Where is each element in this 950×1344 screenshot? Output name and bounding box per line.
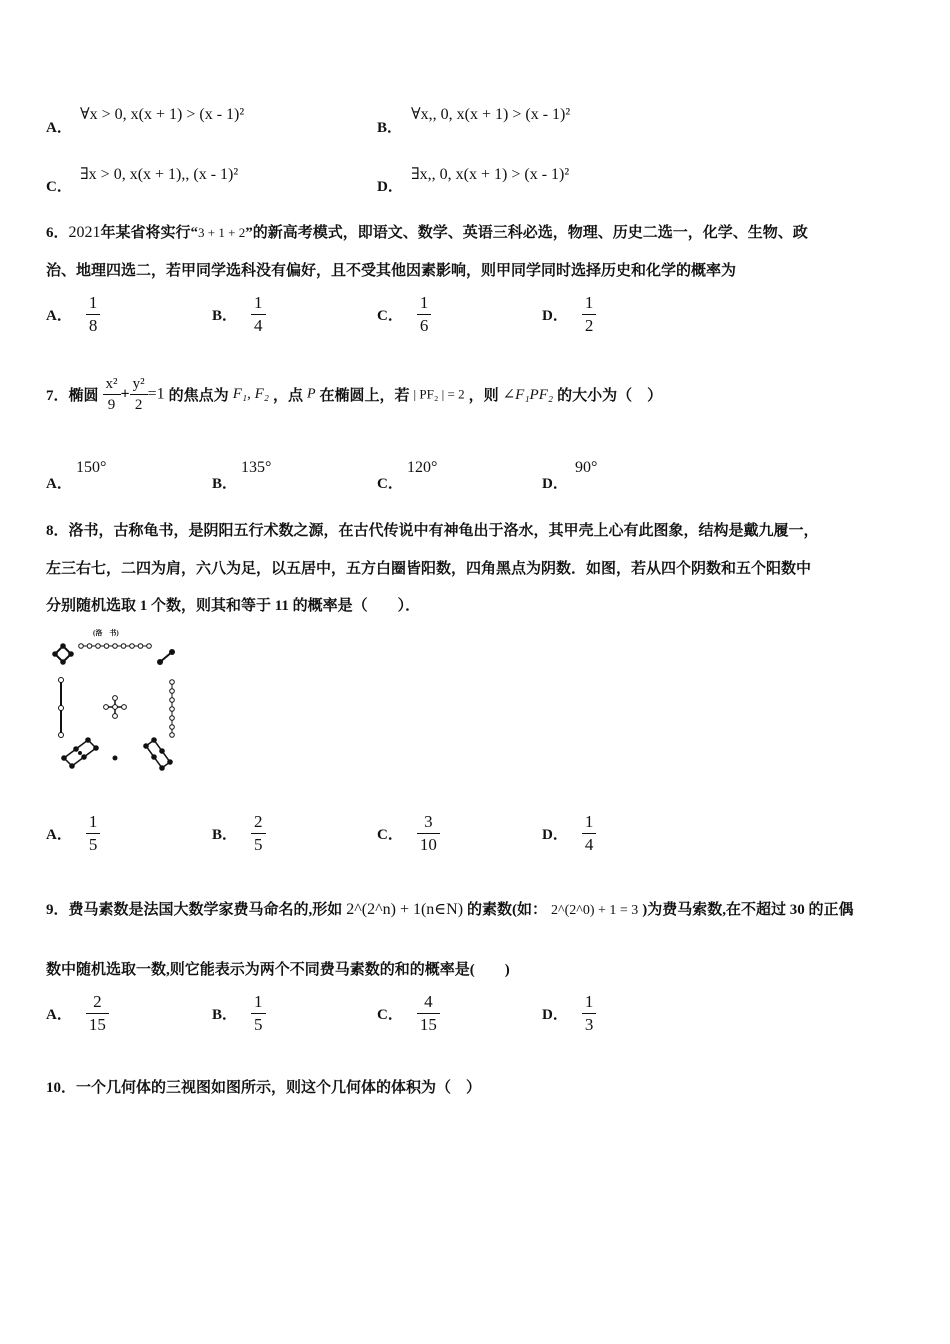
q8-option-a: A． $\frac{1}{5}$	[46, 811, 100, 856]
q7-option-a-value: 150°	[76, 459, 107, 476]
q7-option-d-value: 90°	[575, 459, 598, 476]
q5-option-a-expr: ∀x > 0, x(x + 1) > (x - 1)²	[80, 106, 245, 123]
q8-option-c: C． $\frac{3}{10}$	[377, 811, 440, 856]
q6-option-d: D． $\frac{1}{2}$	[542, 292, 596, 337]
q7-stem: 7．椭圆 $\frac{\text{x²}}{9}$ + $\frac{\text{y²}}{2}$ =1 的焦点为 F₁, F₂ ，点 P 在椭圆上，若 | PF₂ | = 2 ，则 ∠F₁PF₂ 的大小为（ ）	[46, 376, 663, 413]
q6-line1: 6．2021年某省将实行“3 + 1 + 2”的新高考模式，即语文、数学、英语三科必选，物理、历史二选一，化学、生物、政	[46, 224, 808, 241]
q7-option-a-label: A．	[46, 476, 72, 492]
q7-option-c-value: 120°	[407, 459, 438, 476]
q9-option-c: C． $\frac{4}{15}$	[377, 991, 440, 1036]
q5-option-c-label: C．	[46, 179, 72, 195]
q9-option-d: D． $\frac{1}{3}$	[542, 991, 596, 1036]
q5-option-d-expr: ∃x,, 0, x(x + 1) > (x - 1)²	[411, 166, 570, 183]
q5-option-b-expr: ∀x,, 0, x(x + 1) > (x - 1)²	[411, 106, 571, 123]
q6-option-a: A． $\frac{1}{8}$	[46, 292, 100, 337]
luoshu-drawing	[50, 628, 180, 776]
luoshu-caption: (洛 书)	[93, 629, 119, 637]
q9-line2: 数中随机选取一数,则它能表示为两个不同费马素数的和的概率是( )	[46, 962, 510, 978]
q9-option-b: B． $\frac{1}{5}$	[212, 991, 266, 1036]
q5-option-c-expr: ∃x > 0, x(x + 1),, (x - 1)²	[80, 166, 239, 183]
q5-option-d-label: D．	[377, 179, 403, 195]
q7-option-c-label: C．	[377, 476, 403, 492]
q7-option-d-label: D．	[542, 476, 568, 492]
q8-option-b: B． $\frac{2}{5}$	[212, 811, 266, 856]
q8-line2: 左三右七，二四为肩，六八为足，以五居中，五方白圈皆阳数，四角黑点为阴数．如图，若从四个阴数和五个阳数中	[46, 561, 812, 577]
q8-line1: 8．洛书，古称龟书，是阴阳五行术数之源，在古代传说中有神龟出于洛水，其甲壳上心有此图象，结构是戴九履一，	[46, 523, 819, 539]
luoshu-figure	[50, 628, 180, 776]
q5-option-a-label: A．	[46, 120, 72, 136]
q7-option-b-value: 135°	[241, 459, 272, 476]
q10-stem: 10．一个几何体的三视图如图所示，则这个几何体的体积为（ ）	[46, 1080, 482, 1096]
q8-line3: 分别随机选取 1 个数，则其和等于 11 的概率是（ ）．	[46, 598, 421, 614]
q6-line2: 治、地理四选二，若甲同学选科没有偏好，且不受其他因素影响，则甲同学同时选择历史和化学的概率为	[46, 263, 737, 279]
q7-option-b-label: B．	[212, 476, 238, 492]
q6-option-b: B． $\frac{1}{4}$	[212, 292, 266, 337]
q5-option-b-label: B．	[377, 120, 403, 136]
q9-option-a: A． $\frac{2}{15}$	[46, 991, 109, 1036]
q8-option-d: D． $\frac{1}{4}$	[542, 811, 596, 856]
q9-line1: 9．费马素数是法国大数学家费马命名的,形如 2^(2^n) + 1(n∈N) 的素数(如： 2^(2^0) + 1 = 3 )为费马索数,在不超过 30 的正偶	[46, 901, 854, 918]
q6-option-c: C． $\frac{1}{6}$	[377, 292, 431, 337]
